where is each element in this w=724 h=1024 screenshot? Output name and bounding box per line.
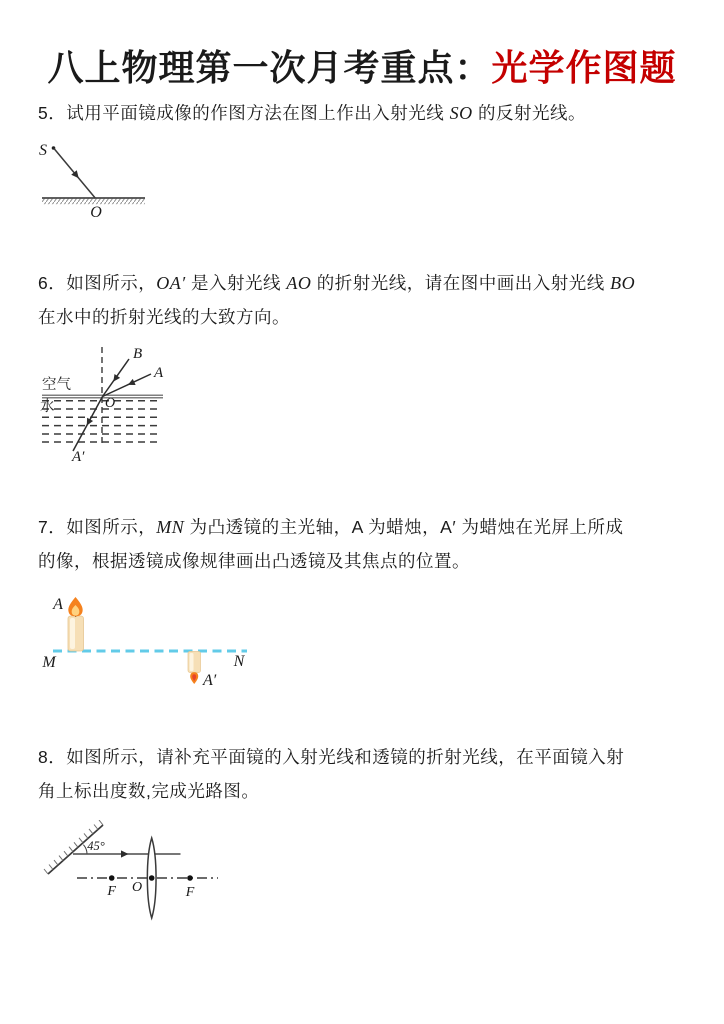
label-air: 空气 [42, 377, 71, 393]
label-f-right: F [185, 885, 195, 900]
candle-object [68, 597, 84, 651]
q6-text-part: 是入射光线 [185, 273, 287, 293]
question-6-text [38, 266, 698, 334]
q5-diagram [30, 136, 190, 228]
q6-text-line2: 在水中的折射光线的大致方向。 [38, 307, 290, 327]
q8-text-line2: 角上标出度数,完成光路图。 [38, 781, 260, 801]
candle-body-highlight [70, 618, 75, 649]
label-o: O [131, 880, 143, 895]
image-candle-highlight [190, 653, 194, 671]
q7-text-line1 [38, 510, 698, 544]
question-8-text [38, 740, 698, 808]
ray-a-arrowhead [126, 379, 135, 388]
label-o: O [90, 204, 102, 221]
q6-text-line1 [38, 266, 698, 300]
q7-text-part: 为凸透镜的主光轴，A 为蜡烛，A′ 为蜡烛在光屏上所成 [184, 517, 624, 537]
focus-right-dot [187, 875, 193, 881]
q5-text-part: 5．试用平面镜成像的作图方法在图上作出入射光线 [38, 103, 450, 123]
label-a: A [154, 365, 164, 381]
label-m: M [42, 654, 56, 671]
q6-text-part: 6．如图所示， [38, 273, 157, 293]
q6-text-part: 的折射光线，请在图中画出入射光线 [311, 273, 611, 293]
q8-diagram [35, 820, 245, 925]
q5-text-part: 的反射光线。 [472, 103, 586, 123]
label-f-left: F [107, 884, 116, 899]
q7-text-part: 7．如图所示， [38, 517, 157, 537]
q5-ray-name: SO [449, 103, 473, 123]
ray-arrowhead [121, 850, 129, 857]
page-title-main: 八上物理第一次月考重点： [47, 48, 492, 88]
angle-label: 45° [87, 839, 105, 853]
candle-image-inverted [188, 652, 201, 685]
q8-text-line1: 8．如图所示，请补充平面镜的入射光线和透镜的折射光线，在平面镜入射 [38, 747, 625, 767]
label-a: A [53, 596, 63, 613]
question-5-text [38, 96, 698, 130]
label-s: S [39, 142, 47, 159]
label-water: 水 [40, 399, 55, 415]
q6-ray-oa: OA′ [156, 273, 186, 293]
lens-center-dot [149, 875, 155, 881]
q7-axis-name: MN [156, 517, 185, 537]
q7-text-line2: 的像，根据透镜成像规律画出凸透镜及其焦点的位置。 [38, 551, 470, 571]
label-o: O [105, 396, 116, 411]
page-title-highlight: 光学作图题 [491, 48, 677, 88]
q7-diagram [35, 595, 265, 695]
label-a-prime: A′ [72, 449, 85, 465]
q6-diagram [30, 343, 180, 465]
label-n: N [233, 653, 245, 670]
question-7-text [38, 510, 698, 578]
q6-ray-ao: AO [286, 273, 312, 293]
q6-ray-bo: BO [610, 273, 636, 293]
label-a-prime: A′ [203, 672, 217, 689]
label-b: B [133, 346, 143, 362]
page-title [0, 40, 724, 91]
focus-left-dot [109, 875, 115, 881]
